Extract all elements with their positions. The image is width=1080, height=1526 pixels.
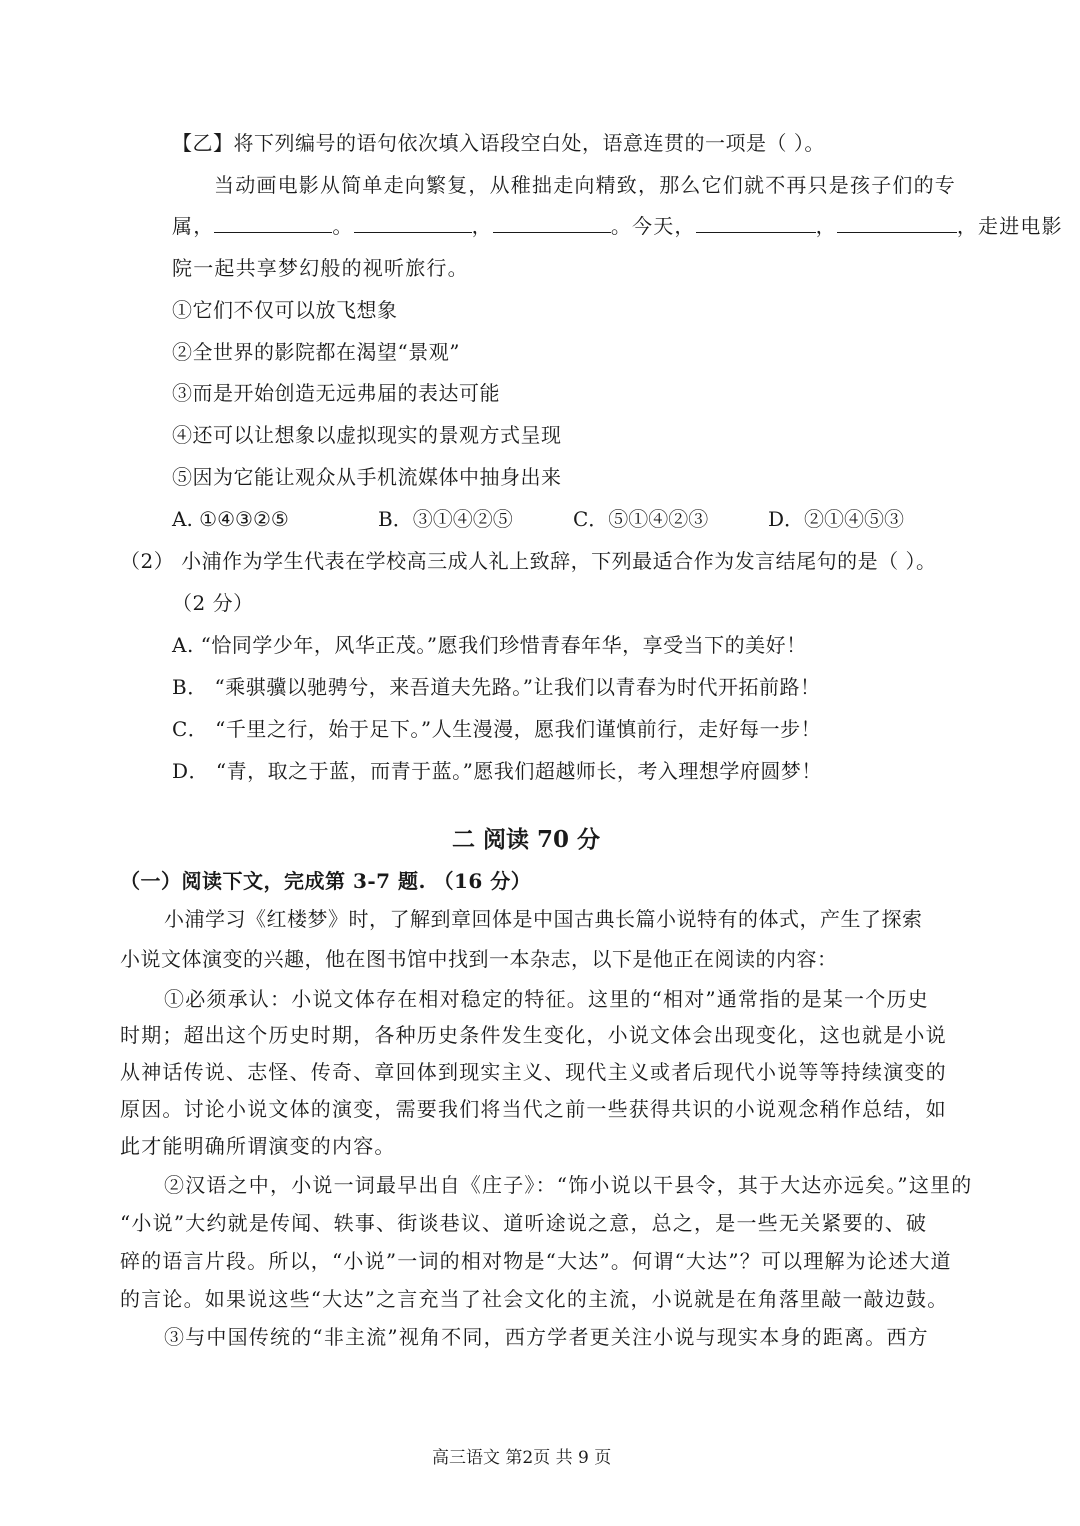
item-3: ③而是开始创造无远弗届的表达可能 [172, 381, 500, 405]
para1-line-4: 原因。讨论小说文体的演变，需要我们将当代之前一些获得共识的小说观念稍作总结，如 [120, 1097, 947, 1121]
passage-line-1: 当动画电影从简单走向繁复，从稚拙走向精致，那么它们就不再只是孩子们的专 [214, 173, 956, 197]
sep-comma-2: ， [815, 214, 837, 238]
q2-option-d: D． “青，取之于蓝，而青于蓝。”愿我们超越师长，考入理想学府圆梦！ [172, 759, 822, 783]
para1-line-5: 此才能明确所谓演变的内容。 [120, 1134, 396, 1158]
blank-1 [214, 212, 332, 233]
para1-line-2: 时期；超出这个历史时期，各种历史条件发生变化，小说文体会出现变化，这也就是小说 [120, 1023, 947, 1047]
intro-line-2: 小说文体演变的兴趣，他在图书馆中找到一本杂志，以下是他正在阅读的内容： [120, 947, 838, 971]
para2-line-4: 的言论。如果说这些“大达”之言充当了社会文化的主流，小说就是在角落里敲一敲边鼓。 [120, 1287, 949, 1311]
enter-cinema-text: ，走进电影 [956, 214, 1063, 238]
q2-score: （2 分） [172, 591, 254, 615]
passage-line-3: 院一起共享梦幻般的视听旅行。 [172, 256, 469, 280]
q2-option-a: A. “恰同学少年，风华正茂。”愿我们珍惜青春年华，享受当下的美好！ [172, 633, 807, 657]
sep-period-1: 。 [332, 214, 354, 238]
part-yi-prompt: 【乙】将下列编号的语句依次填入语段空白处，语意连贯的一项是（ ）。 [172, 131, 825, 155]
para3-line-1: ③与中国传统的“非主流”视角不同，西方学者更关注小说与现实本身的距离。西方 [164, 1325, 929, 1349]
sep-comma-1: ， [471, 214, 493, 238]
blank-2 [354, 212, 472, 233]
option-a: A. ①④③②⑤ [172, 507, 289, 531]
item-1: ①它们不仅可以放飞想象 [172, 298, 398, 322]
section-title: 二 阅读 70 分 [452, 826, 601, 853]
para2-line-2: “小说”大约就是传闻、轶事、街谈巷议、道听途说之意，总之，是一些无关紧要的、破 [120, 1211, 928, 1235]
passage-line-2-start: 属， [172, 214, 215, 238]
blank-4 [696, 212, 816, 233]
q2-stem: （2） 小浦作为学生代表在学校高三成人礼上致辞，下列最适合作为发言结尾句的是（ ）。 [120, 549, 937, 573]
q2-option-c: C． “千里之行，始于足下。”人生漫漫，愿我们谨慎前行，走好每一步！ [172, 717, 822, 741]
option-d: D．②①④⑤③ [768, 507, 905, 531]
item-5: ⑤因为它能让观众从手机流媒体中抽身出来 [172, 465, 562, 489]
item-4: ④还可以让想象以虚拟现实的景观方式呈现 [172, 423, 562, 447]
blank-3 [493, 212, 611, 233]
para2-line-1: ②汉语之中，小说一词最早出自《庄子》：“饰小说以干县令，其于大达亦远矣。”这里的 [164, 1173, 973, 1197]
option-c: C．⑤①④②③ [573, 507, 709, 531]
q2-option-b: B． “乘骐骥以驰骋兮，来吾道夫先路。”让我们以青春为时代开拓前路！ [172, 675, 821, 699]
intro-line-1: 小浦学习《红楼梦》时，了解到章回体是中国古典长篇小说特有的体式，产生了探索 [164, 907, 923, 931]
para1-line-1: ①必须承认：小说文体存在相对稳定的特征。这里的“相对”通常指的是某一个历史 [164, 987, 929, 1011]
option-b: B．③①④②⑤ [378, 507, 513, 531]
item-2: ②全世界的影院都在渴望“景观” [172, 340, 460, 364]
para2-line-3: 碎的语言片段。所以，“小说”一词的相对物是“大达”。何谓“大达”？可以理解为论述大道 [120, 1249, 952, 1273]
page-footer: 高三语文 第2页 共 9 页 [432, 1448, 612, 1468]
para1-line-3: 从神话传说、志怪、传奇、章回体到现实主义、现代主义或者后现代小说等等持续演变的 [120, 1060, 947, 1084]
today-text: 。今天， [610, 214, 696, 238]
passage-line-2 [172, 211, 1063, 241]
blank-5 [837, 212, 957, 233]
section-sub-heading: （一）阅读下文，完成第 3-7 题. （16 分） [120, 869, 532, 893]
